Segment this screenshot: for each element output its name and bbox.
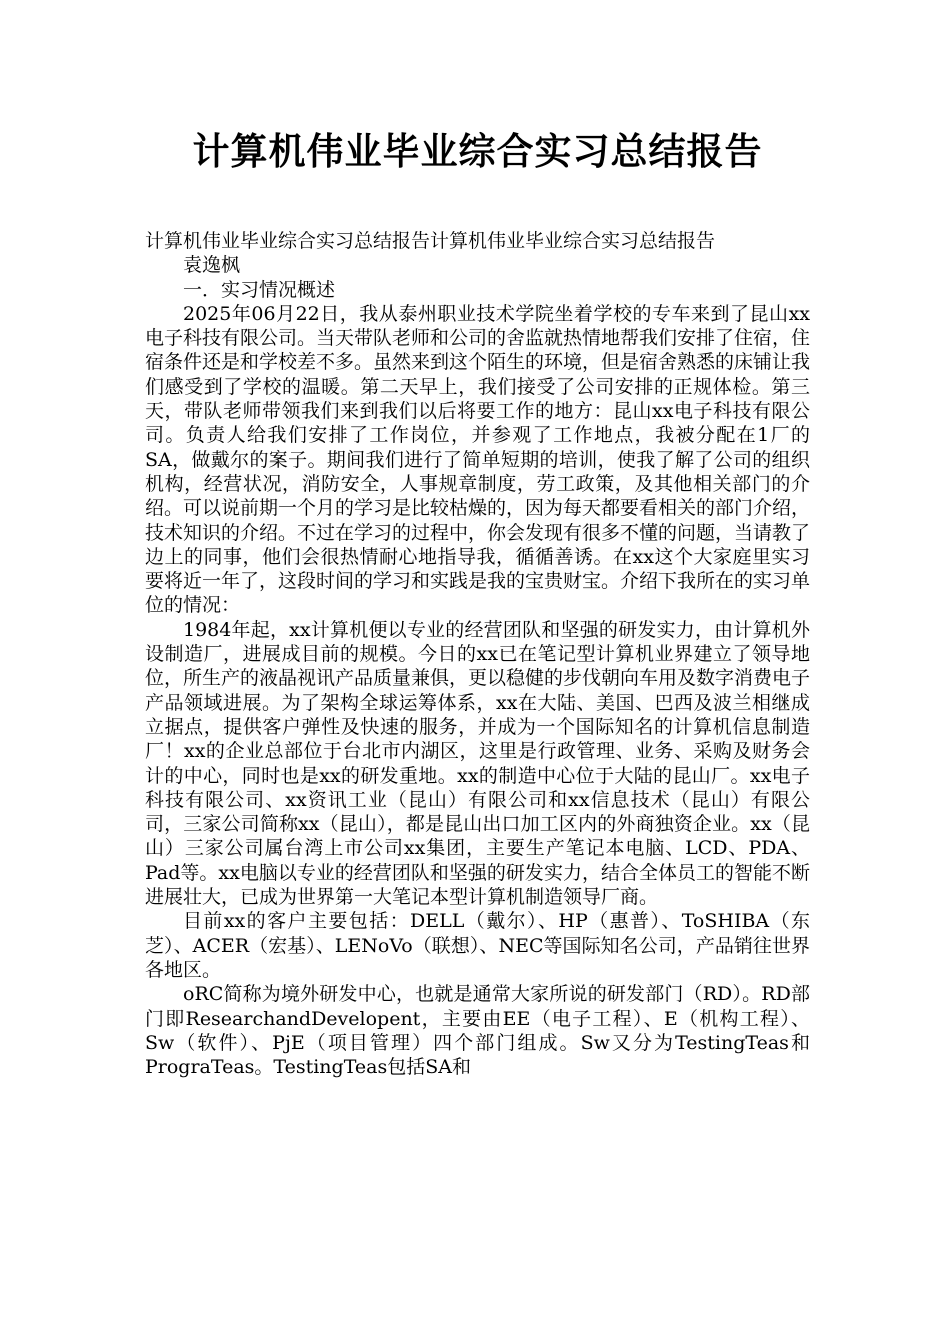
- body-paragraph: oRC简称为境外研发中心，也就是通常大家所说的研发部门（RD）。RD部门即ResearchandDevelopent，主要由EE（电子工程）、E（机构工程）、Sw（软件）、PjE（项目管理）四个部门组成。Sw又分为TestingTeas和PrograTeas。TestingTeas包括SA和: [145, 983, 810, 1079]
- body-paragraph: 目前xx的客户主要包括：DELL（戴尔）、HP（惠普）、ToSHIBA（东芝）、ACER（宏基）、LENoVo（联想）、NEC等国际知名公司，产品销往世界各地区。: [145, 910, 810, 981]
- document-body: [145, 229, 810, 1079]
- body-paragraph: 2025年06月22日，我从泰州职业技术学院坐着学校的专车来到了昆山xx电子科技有限公司。当天带队老师和公司的舍监就热情地帮我们安排了住宿，住宿条件还是和学校差不多。虽然来到这个陌生的环境，但是宿舍熟悉的床铺让我们感受到了学校的温暖。第二天早上，我们接受了公司安排的正规体检。第三天，带队老师带领我们来到我们以后将要工作的地方：昆山xx电子科技有限公司。负责人给我们安排了工作岗位，并参观了工作地点，我被分配在1厂的SA，做戴尔的案子。期间我们进行了简单短期的培训，使我了解了公司的组织机构，经营状况，消防安全，人事规章制度，劳工政策，及其他相关部门的介绍。可以说前期一个月的学习是比较枯燥的，因为每天都要看相关的部门介绍，技术知识的介绍。不过在学习的过程中，你会发现有很多不懂的问题，当请教了边上的同事，他们会很热情耐心地指导我，循循善诱。在xx这个大家庭里实习要将近一年了，这段时间的学习和实践是我的宝贵财宝。介绍下我所在的实习单位的情况：: [145, 302, 811, 617]
- document-title: 计算机伟业毕业综合实习总结报告: [192, 130, 763, 173]
- intro-paragraph: 计算机伟业毕业综合实习总结报告计算机伟业毕业综合实习总结报告: [145, 230, 716, 252]
- author-name: 袁逸枫: [183, 254, 241, 277]
- body-paragraph: 1984年起，xx计算机便以专业的经营团队和坚强的研发实力，由计算机外设制造厂，进展成目前的规模。今日的xx已在笔记型计算机业界建立了领导地位，所生产的液晶视讯产品质量兼俱，更以稳健的步伐朝向车用及数字消费电子产品领域进展。为了架构全球运筹体系，xx在大陆、美国、巴西及波兰相继成立据点，提供客户弹性及快速的服务，并成为一个国际知名的计算机信息制造厂！xx的企业总部位于台北市内湖区，这里是行政管理、业务、采购及财务会计的中心，同时也是xx的研发重地。xx的制造中心位于大陆的昆山厂。xx电子科技有限公司、xx资讯工业（昆山）有限公司和xx信息技术（昆山）有限公司，三家公司简称xx（昆山），都是昆山出口加工区内的外商独资企业。xx（昆山）三家公司属台湾上市公司xx集团，主要生产笔记本电脑、LCD、PDA、Pad等。xx电脑以专业的经营团队和坚强的研发实力，结合全体员工的智能不断进展壮大，已成为世界第一大笔记本型计算机制造领导厂商。: [145, 618, 811, 909]
- section-heading: 一．实习情况概述: [183, 278, 336, 301]
